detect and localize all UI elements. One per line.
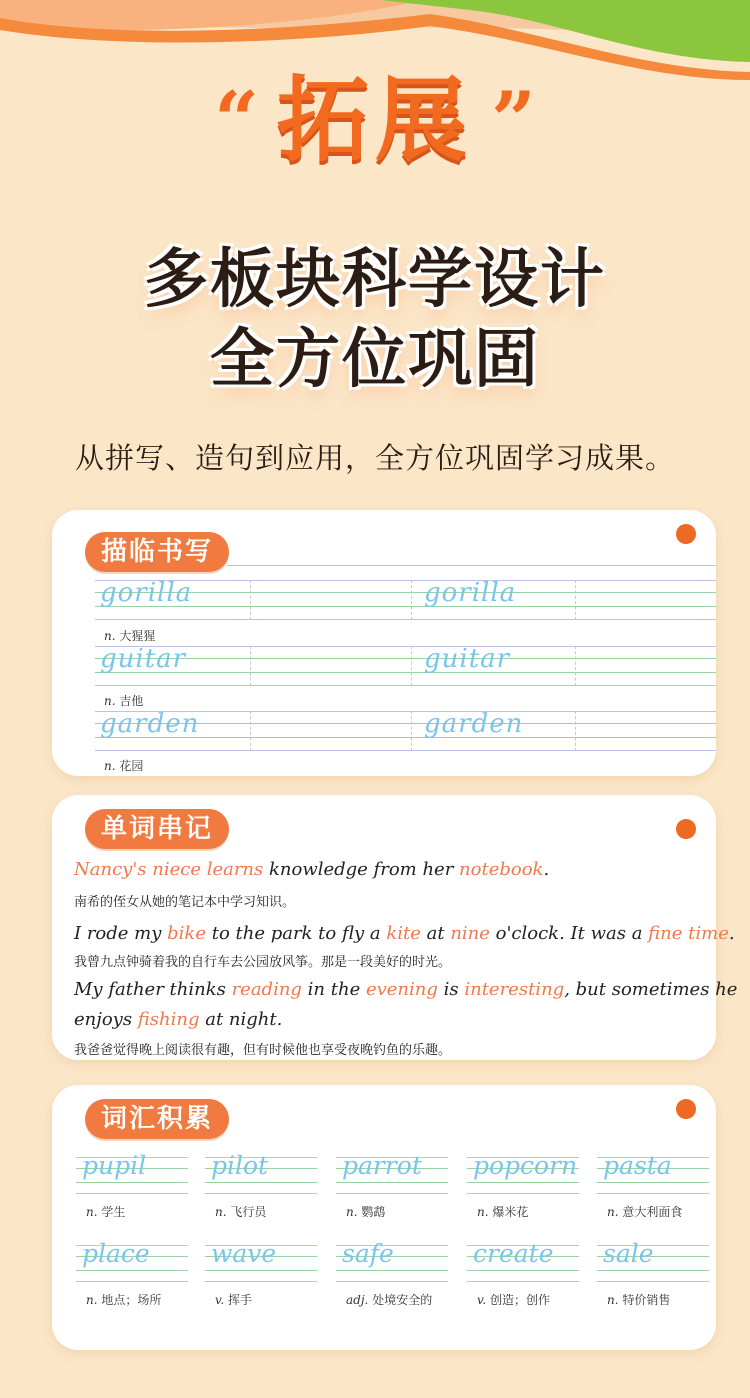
- trace-word: gorilla: [100, 578, 193, 608]
- trace-meaning: n. 吉他: [104, 694, 144, 708]
- sentence-label: 单词串记: [85, 809, 229, 849]
- vocab-word: pasta: [603, 1151, 672, 1180]
- vocab-meaning: v. 创造；创作: [477, 1293, 551, 1307]
- vocab-word: sale: [603, 1239, 654, 1268]
- trace-word: garden: [424, 709, 524, 739]
- sentence-3-line-1: My father thinks reading in the evening is interesting, but sometimes he: [74, 979, 738, 1000]
- top-guide-line: [227, 565, 716, 566]
- vocab-meaning: n. 地点；场所: [86, 1293, 162, 1307]
- title-line-2: 全方位巩固: [210, 323, 540, 397]
- tracing-card: [52, 510, 716, 776]
- vocab-item: [597, 1239, 709, 1307]
- tracing-row: [95, 711, 716, 751]
- vocab-item: [205, 1239, 317, 1307]
- trace-word: guitar: [100, 644, 187, 674]
- vocab-item: [467, 1239, 579, 1307]
- vocab-word: pupil: [82, 1151, 147, 1180]
- vocab-meaning: n. 飞行员: [215, 1205, 267, 1219]
- sentence-3-translation: 我爸爸觉得晚上阅读很有趣，但有时候他也享受夜晚钓鱼的乐趣。: [74, 1043, 452, 1058]
- dot-icon: [676, 1099, 696, 1119]
- vocabulary-card: [52, 1085, 716, 1350]
- vocab-item: [597, 1151, 709, 1219]
- vocab-word: parrot: [342, 1151, 422, 1180]
- sentence-1-translation: 南希的侄女从她的笔记本中学习知识。: [74, 895, 296, 910]
- subtitle: 从拼写、造句到应用，全方位巩固学习成果。: [74, 441, 675, 475]
- vocab-word: create: [473, 1239, 554, 1268]
- sentence-3-line-2: enjoys fishing at night.: [74, 1009, 283, 1030]
- trace-word: garden: [100, 709, 200, 739]
- vocab-item: [76, 1239, 188, 1307]
- vocab-meaning: n. 特价销售: [607, 1293, 671, 1307]
- sentence-2-translation: 我曾九点钟骑着我的自行车去公园放风筝。那是一段美好的时光。: [74, 955, 452, 970]
- headline: [0, 67, 750, 174]
- trace-meaning: n. 大猩猩: [104, 629, 156, 643]
- vocab-word: pilot: [211, 1151, 269, 1180]
- tracing-label: 描临书写: [85, 532, 229, 572]
- vocab-word: place: [82, 1239, 150, 1268]
- tracing-row: [95, 646, 716, 686]
- keyword: 拓展: [276, 67, 473, 174]
- vocab-meaning: n. 学生: [86, 1205, 126, 1219]
- vocab-meaning: adj. 处境安全的: [346, 1293, 433, 1307]
- vocab-item: [205, 1151, 317, 1219]
- sentence-1: Nancy's niece learns knowledge from her notebook.: [74, 859, 550, 880]
- tracing-row: [95, 580, 716, 620]
- dot-icon: [676, 819, 696, 839]
- dot-icon: [676, 524, 696, 544]
- vocab-word: safe: [342, 1239, 394, 1268]
- vocab-word: wave: [211, 1239, 277, 1268]
- quote-open: “: [214, 74, 259, 166]
- sentence-2: I rode my bike to the park to fly a kite at nine o'clock. It was a fine time.: [74, 923, 735, 944]
- trace-meaning: n. 花园: [104, 759, 144, 773]
- vocab-item: [336, 1239, 448, 1307]
- vocab-item: [336, 1151, 448, 1219]
- sentence-card: [52, 795, 738, 1060]
- trace-word: gorilla: [424, 578, 517, 608]
- vocabulary-label: 词汇积累: [85, 1099, 229, 1139]
- vocab-word: popcorn: [473, 1151, 578, 1180]
- trace-word: guitar: [424, 644, 511, 674]
- quote-close: ”: [491, 74, 536, 166]
- vocab-meaning: n. 爆米花: [477, 1205, 529, 1219]
- title-line-1: 多板块科学设计: [144, 243, 606, 317]
- vocab-item: [76, 1151, 188, 1219]
- vocab-meaning: n. 鹦鹉: [346, 1205, 386, 1219]
- vocab-item: [467, 1151, 579, 1219]
- vocab-meaning: n. 意大利面食: [607, 1205, 683, 1219]
- vocab-meaning: v. 挥手: [215, 1293, 253, 1307]
